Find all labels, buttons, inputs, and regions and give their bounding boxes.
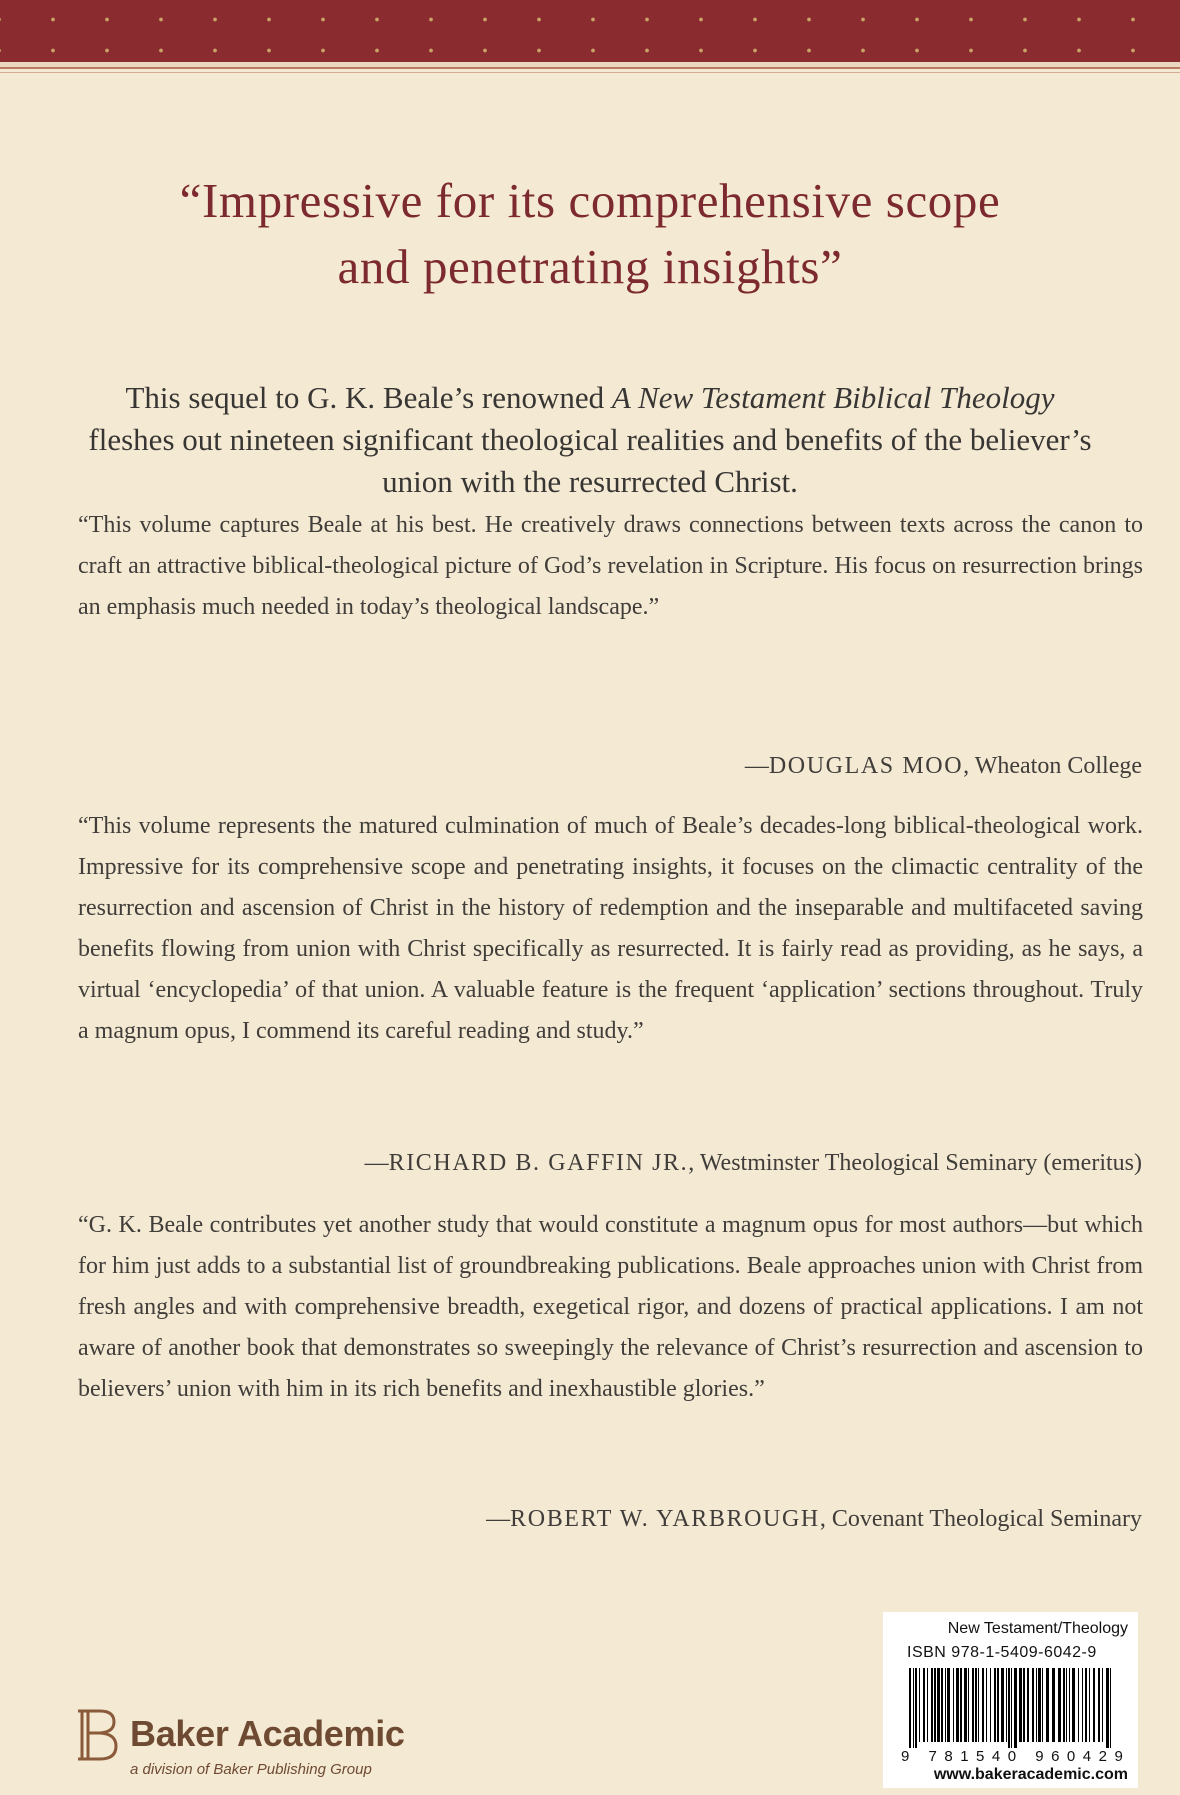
endorsement-quote-1: “This volume captures Beale at his best. He creatively draws connections between texts across the canon to craft an attractive biblical-theological picture of God’s revelation in Scripture. His focus on resurrection brings an emphasis much needed in today’s theological landscape.” bbox=[78, 512, 1143, 620]
barcode-bar bbox=[1082, 1668, 1083, 1742]
barcode-bar bbox=[990, 1668, 991, 1742]
barcode-bar bbox=[1102, 1668, 1103, 1742]
endorser-name: ROBERT W. YARBROUGH bbox=[510, 1506, 820, 1532]
barcode-bar bbox=[1036, 1668, 1037, 1742]
barcode-bar bbox=[978, 1668, 979, 1742]
barcode-bar bbox=[1032, 1668, 1034, 1742]
endorsement-attribution-1 bbox=[745, 749, 1142, 783]
headline-line-2: and penetrating insights” bbox=[337, 239, 843, 294]
barcode-bar bbox=[931, 1668, 933, 1742]
endorser-affiliation: , Covenant Theological Seminary bbox=[819, 1506, 1142, 1532]
barcode-panel bbox=[883, 1612, 1138, 1788]
endorsement-quote-2: “This volume represents the matured culmination of much of Beale’s decades-long biblical-theological work. Impressive for its comprehensive scope and penetrating insights, it focuses on the climactic centrality of the resurrection and ascension of Christ in the history of redemption and the inseparable and multifaceted saving benefits flowing from union with Christ specifically as resurrected. It is fairly read as providing, as he says, a virtual ‘encyclopedia’ of that union. A valuable feature is the frequent ‘application’ sections throughout. Truly a magnum opus, I commend its careful reading and study.” bbox=[78, 813, 1143, 1044]
headline-line-1: “Impressive for its comprehensive scope bbox=[179, 173, 1001, 228]
barcode-bar bbox=[1066, 1668, 1067, 1742]
endorsement-quote-3: “G. K. Beale contributes yet another study that would constitute a magnum opus for most authors—but which for him just adds to a substantial list of groundbreaking publications. Beale approaches union with Christ from fresh angles and with comprehensive breadth, exegetical rigor, and dozens of practical applications. I am not aware of another book that demonstrates so sweepingly the relevance of Christ’s resurrection and ascension to believers’ union with him in its rich benefits and inexhaustible glories.” bbox=[78, 1212, 1143, 1402]
endorser-affiliation: , Wheaton College bbox=[963, 753, 1142, 779]
isbn-text: ISBN 978-1-5409-6042-9 bbox=[907, 1644, 1097, 1661]
barcode-bar bbox=[1008, 1668, 1010, 1748]
barcode-bar bbox=[909, 1668, 911, 1748]
barcode-bar bbox=[1098, 1668, 1100, 1742]
attribution-dash: — bbox=[364, 1150, 389, 1176]
barcode-bar bbox=[972, 1668, 974, 1742]
endorser-name: DOUGLAS MOO bbox=[768, 753, 964, 779]
barcode-bar bbox=[997, 1668, 999, 1742]
barcode-digits: 9 781540 960429 bbox=[901, 1748, 1131, 1765]
barcode-bar bbox=[986, 1668, 987, 1742]
publisher-name: Baker Academic bbox=[130, 1713, 405, 1754]
barcode-bar bbox=[1093, 1668, 1095, 1742]
top-banner bbox=[0, 0, 1180, 62]
barcode-bar bbox=[982, 1668, 984, 1742]
barcode-bar bbox=[1089, 1668, 1090, 1742]
barcode-bar bbox=[941, 1668, 943, 1742]
barcode-bar bbox=[1069, 1668, 1070, 1742]
barcode-bar bbox=[1023, 1668, 1025, 1742]
barcode-bar bbox=[1078, 1668, 1079, 1742]
barcode-bar bbox=[1052, 1668, 1055, 1742]
endorsement-attribution-2 bbox=[365, 1146, 1142, 1180]
subject-category: New Testament/Theology bbox=[947, 1620, 1128, 1637]
barcode-bar bbox=[1106, 1668, 1109, 1748]
intro-text-before: This sequel to G. K. Beale’s renowned bbox=[125, 380, 612, 415]
barcode-bar bbox=[994, 1668, 996, 1742]
barcode-bar bbox=[964, 1668, 967, 1742]
barcode-bar bbox=[923, 1668, 925, 1742]
endorser-affiliation: , Westminster Theological Seminary (emeritus) bbox=[688, 1150, 1142, 1176]
intro-book-title: A New Testament Biblical Theology bbox=[611, 380, 1055, 415]
barcode-bar bbox=[919, 1668, 920, 1742]
barcode-bar bbox=[1001, 1668, 1004, 1742]
intro-text-after: fleshes out nineteen significant theological realities and benefits of the believer’s union with the resurrected Christ. bbox=[88, 422, 1092, 499]
barcode-bar bbox=[975, 1668, 977, 1742]
endorser-name: RICHARD B. GAFFIN JR. bbox=[388, 1150, 689, 1176]
barcode-bar bbox=[937, 1668, 940, 1742]
barcode-bar bbox=[1063, 1668, 1065, 1742]
barcode-bar bbox=[956, 1668, 959, 1742]
publisher-logo-icon bbox=[74, 1705, 122, 1765]
barcode-bar bbox=[1027, 1668, 1029, 1742]
barcode bbox=[907, 1668, 1117, 1748]
endorsement-attribution-3 bbox=[486, 1502, 1142, 1536]
headline bbox=[0, 168, 1180, 300]
banner-rule-thin bbox=[0, 72, 1180, 73]
barcode-bar bbox=[913, 1668, 914, 1748]
barcode-bar bbox=[927, 1668, 928, 1742]
barcode-bar bbox=[915, 1668, 917, 1748]
barcode-bar bbox=[1042, 1668, 1043, 1742]
barcode-bar bbox=[1072, 1668, 1075, 1742]
barcode-bar bbox=[1058, 1668, 1061, 1742]
barcode-bar bbox=[953, 1668, 954, 1742]
barcode-bar bbox=[1011, 1668, 1012, 1748]
book-description bbox=[85, 377, 1095, 503]
barcode-bar bbox=[960, 1668, 962, 1742]
barcode-bar bbox=[1038, 1668, 1041, 1742]
barcode-bar bbox=[947, 1668, 950, 1742]
attribution-dash: — bbox=[486, 1506, 511, 1532]
barcode-bar bbox=[1046, 1668, 1049, 1742]
barcode-bar bbox=[1110, 1668, 1111, 1748]
barcode-bar bbox=[934, 1668, 936, 1742]
attribution-dash: — bbox=[744, 753, 769, 779]
barcode-bar bbox=[1014, 1668, 1017, 1748]
banner-rule-dark bbox=[0, 67, 1180, 69]
barcode-bar bbox=[945, 1668, 946, 1742]
publisher-url: www.bakeracademic.com bbox=[933, 1766, 1128, 1783]
barcode-bar bbox=[1019, 1668, 1022, 1742]
publisher-tagline: a division of Baker Publishing Group bbox=[130, 1761, 372, 1778]
barcode-bar bbox=[1006, 1668, 1007, 1742]
barcode-bar bbox=[1085, 1668, 1087, 1742]
barcode-bar bbox=[968, 1668, 969, 1742]
